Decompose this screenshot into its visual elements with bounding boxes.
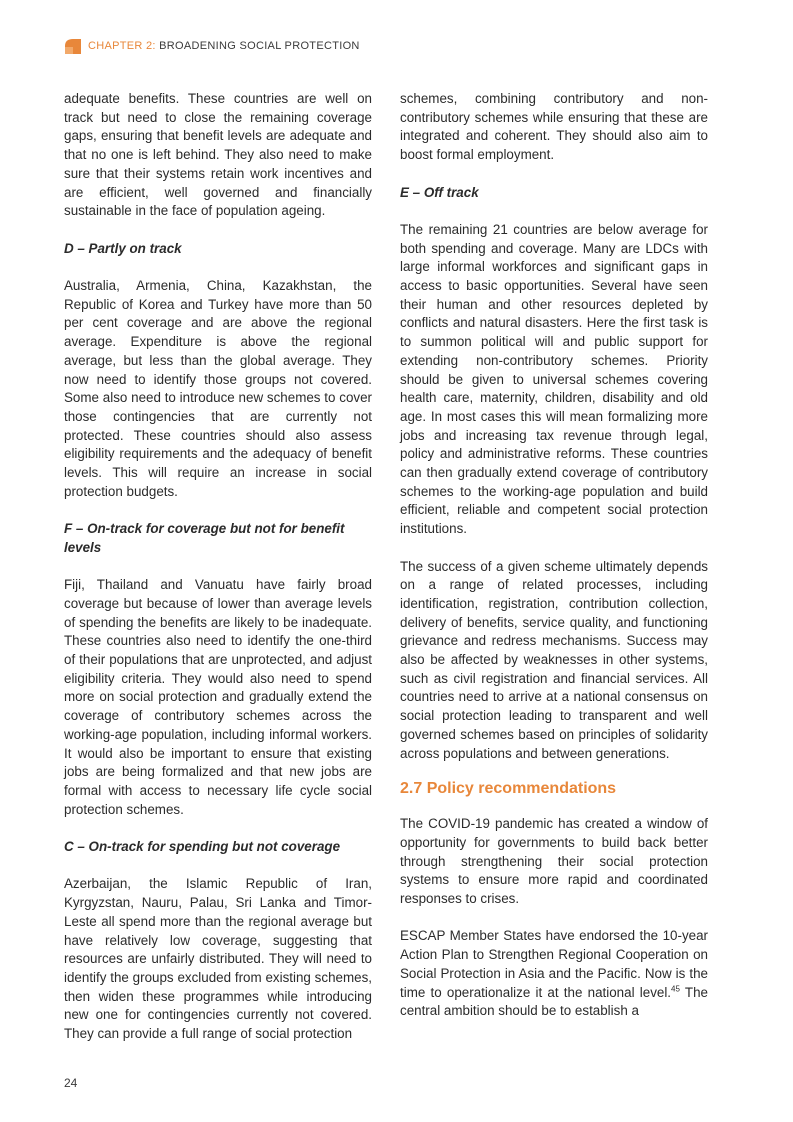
page-number: 24 bbox=[64, 1076, 78, 1090]
paragraph-covid: The COVID-19 pandemic has created a window of opportunity for governments to build back better through strengthening their social protection systems to ensure more rapid and coordinated responses to crises. bbox=[400, 816, 708, 907]
heading-off-track: E – Off track bbox=[400, 184, 479, 200]
chapter-prefix: CHAPTER 2: bbox=[88, 40, 156, 52]
paragraph-escap-text: ESCAP Member States have endorsed the 10-year Action Plan to Strengthen Regional Cooperation on Social Protection in Asia and the Pacific. Now is the time to operationalize it at the national level. bbox=[400, 928, 708, 1000]
section-heading-policy-recommendations: 2.7 Policy recommendations bbox=[400, 780, 617, 798]
running-header bbox=[64, 36, 360, 56]
heading-on-track-spending: C – On-track for spending but not coverage bbox=[64, 839, 341, 855]
left-column bbox=[64, 90, 372, 1044]
paragraph-on-track-spending: Azerbaijan, the Islamic Republic of Iran, Kyrgyzstan, Nauru, Palau, Sri Lanka and Timor-Leste all spend more than the regional average but have relatively low coverage, suggesting that resources are unfairly distributed. They will need to identify the groups excluded from existing schemes, then widen these programmes while introducing new one for contingencies currently not covered. They can provide a full range of social protection bbox=[64, 876, 372, 1042]
paragraph-escap-continuation: The central ambition should be to establish a bbox=[400, 984, 708, 1019]
heading-partly-on-track: D – Partly on track bbox=[64, 240, 182, 256]
chapter-title: BROADENING SOCIAL PROTECTION bbox=[159, 40, 360, 52]
chapter-section-icon bbox=[64, 38, 82, 55]
paragraph-off-track: The remaining 21 countries are below average for both spending and coverage. Many are LDCs with large informal workforces and significant gaps in access to basic opportunities. Several have seen their human and other resources depleted by conflicts and natural disasters. Here the first task is to summon political will and public support for extending non-contributory schemes. Priority should be given to universal schemes covering health care, maternity, children, disability and old age. In most cases this will mean formalizing more jobs and increasing tax revenue through legal, policy and administrative reforms. These countries can then gradually extend coverage of contributory schemes to the working-age population and build efficient, reliable and competent social protection institutions. bbox=[400, 221, 708, 537]
right-column bbox=[400, 90, 708, 1021]
footnote-reference[interactable]: 45 bbox=[671, 984, 680, 994]
paragraph-partly-on-track: Australia, Armenia, China, Kazakhstan, the Republic of Korea and Turkey have more than 50 per cent coverage and are above the regional average. Expenditure is above the regional average, but less than the global average. They now need to identify those groups not covered. Some also need to introduce new schemes to cover those contingencies that are currently not protected. These countries should also assess eligibility requirements and the adequacy of benefit levels. This will require an increase in social protection budgets. bbox=[64, 278, 372, 499]
paragraph-success: The success of a given scheme ultimately depends on a range of related processes, including identification, registration, contribution collection, delivery of benefits, service quality, and functioning grievance and redress mechanisms. Success may also be affected by weaknesses in other systems, such as civil registration and financial services. All countries need to arrive at a national consensus on social protection leading to transparent and well governed schemes based on principles of solidarity across populations and between generations. bbox=[400, 558, 708, 761]
paragraph-continuation: adequate benefits. These countries are well on track but need to close the remaining coverage gaps, ensuring that benefit levels are adequate and that no one is left behind. They also need to make sure that their systems retain work incentives and are efficient, well governed and financially sustainable in the face of population ageing. bbox=[64, 91, 372, 219]
heading-on-track-coverage: F – On-track for coverage but not for benefit levels bbox=[64, 521, 345, 555]
paragraph-escap bbox=[400, 927, 708, 1021]
paragraph-continuation-right: schemes, combining contributory and non-contributory schemes while ensuring that these are integrated and coherent. They should also aim to boost formal employment. bbox=[400, 91, 708, 163]
chapter-label bbox=[88, 40, 360, 52]
paragraph-on-track-coverage: Fiji, Thailand and Vanuatu have fairly broad coverage but because of lower than average levels of spending the benefits are likely to be inadequate. These countries also need to identify the one-third of their populations that are unprotected, and adjust eligibility criteria. They would also need to spend more on social protection and gradually extend the coverage of contributory schemes across the working-age population, including informal workers. It would also be important to ensure that existing jobs are being formalized and that new jobs are formal with access to necessary life cycle social protection schemes. bbox=[64, 577, 372, 817]
